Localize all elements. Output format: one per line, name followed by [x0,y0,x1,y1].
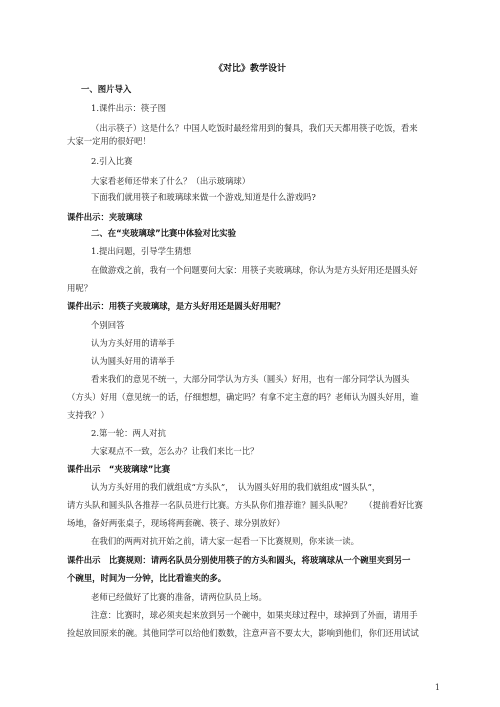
section-heading-2: 二、在“夹玻璃球”比赛中体验对比实验 [91,228,237,238]
paragraph-line: （方头）好用（意见统一的话，仔细想想，确定吗？有拿不定主意的吗？老师认为圆头好用，谁 [67,392,419,402]
rules-label: 课件出示 比赛规则：请两名队员分别使用筷子的方头和圆头，将玻璃球从一个碗里夹到另一 [67,555,411,565]
paragraph-line: 下面我们就用筷子和玻璃球来做一个游戏,知道是什么游戏吗? [91,192,316,202]
paragraph-line: 看来我们的意见不统一，大部分同学认为方头（圆头）好用，也有一部分同学认为圆头 [91,374,410,384]
paragraph-line: 认为方头好用的请举手 [91,338,175,348]
courseware-label: 课件出示：用筷子夹玻璃球，是方头好用还是圆头好用呢？ [67,301,285,311]
paragraph-line: 1.课件出示：筷子图 [91,103,166,113]
paragraph-line: 2.引入比赛 [91,156,133,166]
paragraph-line: 大家观点不一致，怎么办？让我们来比一比？ [91,446,259,456]
document-title: 《对比》教学设计 [213,64,286,74]
rules-label: 个碗里，时间为一分钟，比比看谁夹的多。 [67,573,227,583]
paragraph-line: 认为方头好用的我们就组成“方头队”， 认为圆头好用的我们就组成“圆头队”， [91,482,381,492]
paragraph-line: 在我们的两两对抗开始之前，请大家一起看一下比赛规则，你来读一读。 [91,536,359,546]
paragraph-line: 在做游戏之前，我有一个问题要问大家：用筷子夹玻璃球，你认为是方头好用还是圆头好 [91,265,418,275]
paragraph-line: 场地，备好两张桌子，现场将两套碗、筷子、球分别放好） [67,518,285,528]
courseware-label: 课件出示 “夹玻璃球”比赛 [67,464,171,474]
paragraph-line: 1.提出问题，引导学生猜想 [91,246,192,256]
paragraph-line: 认为圆头好用的请举手 [91,356,175,366]
paragraph-line: 个别回答 [91,320,125,330]
paragraph-line: 大家看老师还带来了什么？（出示玻璃球） [91,176,251,186]
section-heading-1: 一、图片导入 [81,84,132,94]
page-number: 1 [434,683,440,692]
paragraph-line: 大家一定用的很好吧！ [67,136,151,146]
paragraph-line: 请方头队和圆头队各推荐一名队员进行比赛。方头队你们推荐谁？圆头队呢？ （提前看好比赛 [67,500,423,510]
paragraph-line: 老师已经做好了比赛的准备，请两位队员上场。 [91,592,267,602]
paragraph-line: 注意：比赛时，球必须夹起来放到另一个碗中，如果夹球过程中，球掉到了外面，请用手 [91,610,418,620]
paragraph-line: 用呢？ [67,283,93,293]
courseware-label: 课件出示：夹玻璃球 [67,212,143,222]
paragraph-line: 支持我？） [67,410,109,420]
paragraph-line: （出示筷子）这是什么？中国人吃饭时最经常用到的餐具，我们天天都用筷子吃饭，看来 [91,123,418,133]
paragraph-line: 2.第一轮：两人对抗 [91,428,166,438]
paragraph-line: 捡起放回原来的碗。其他同学可以给他们数数，注意声音不要太大，影响到他们，你们还用试试 [67,628,419,638]
